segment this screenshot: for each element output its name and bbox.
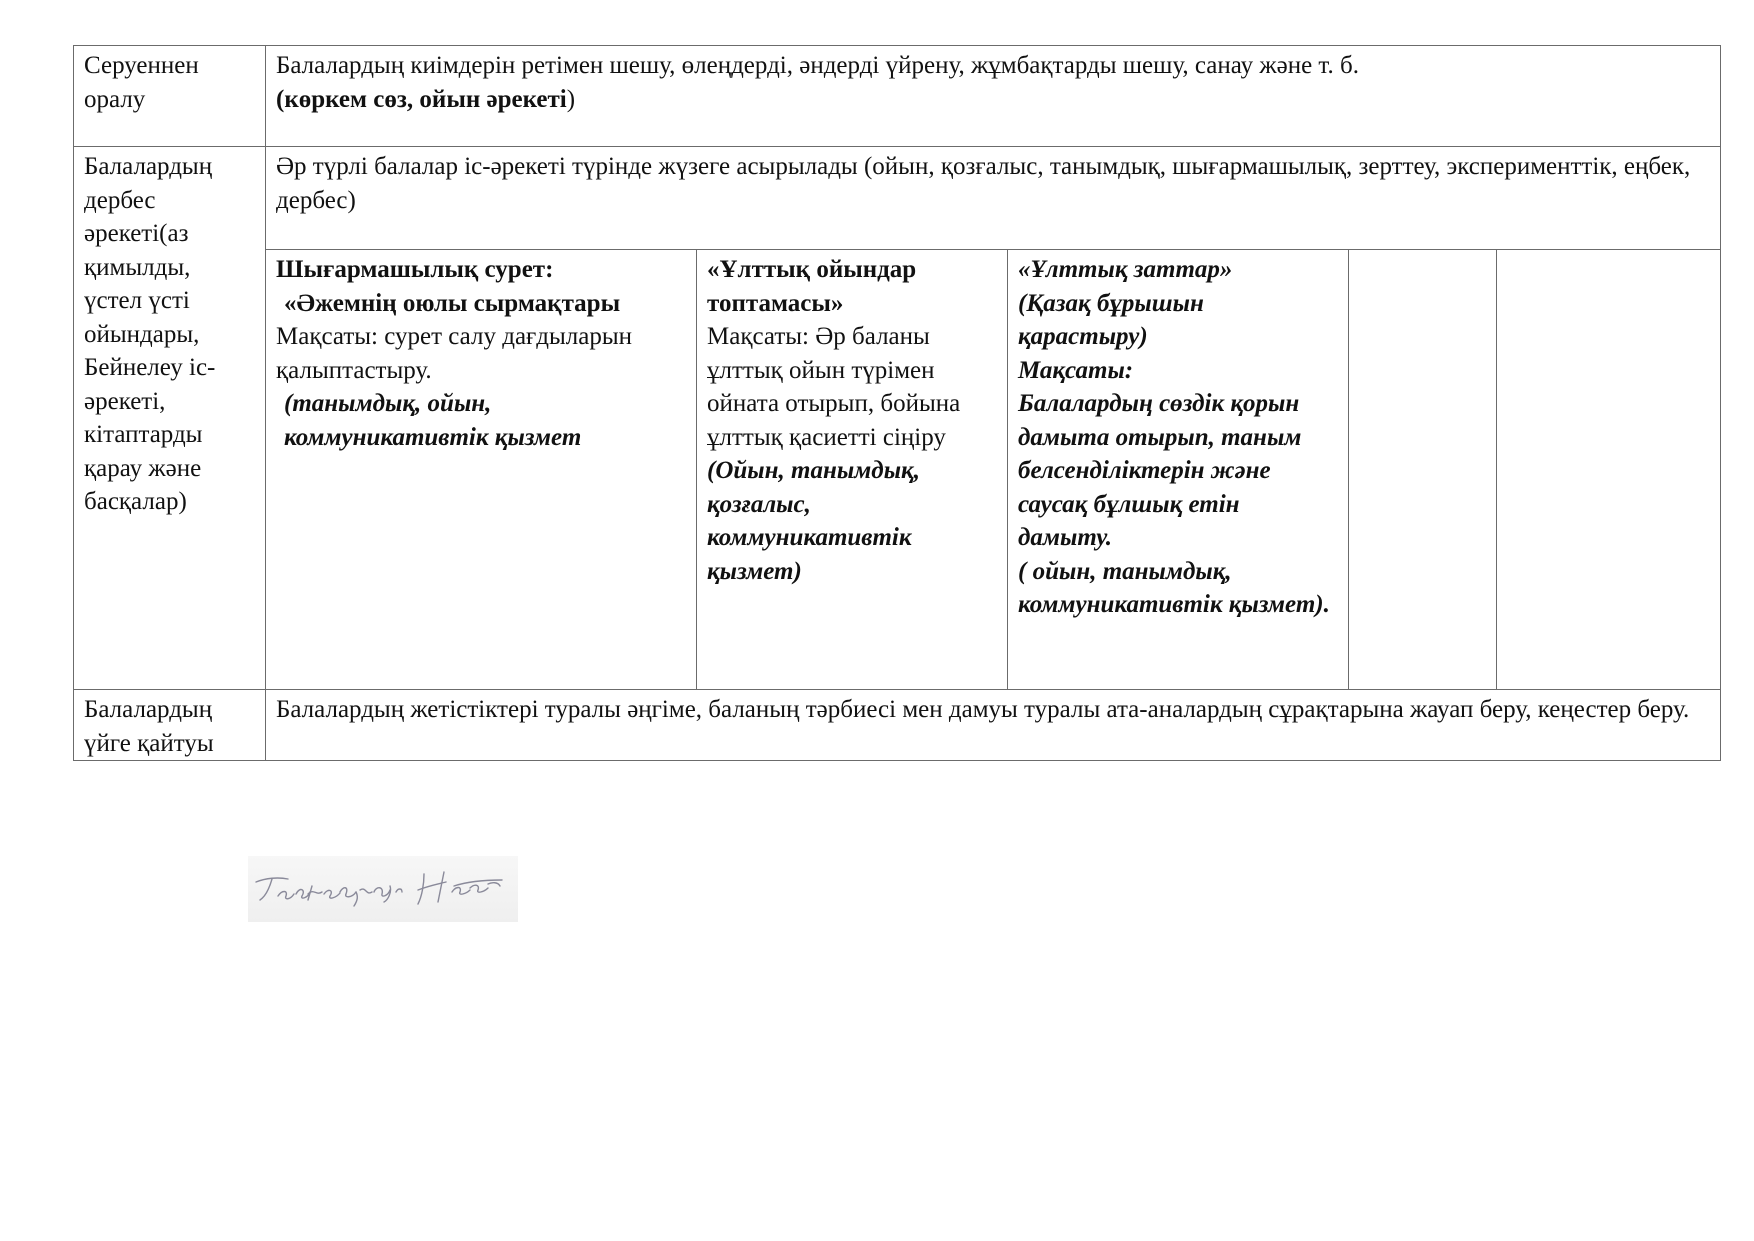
row-independent-activities [74, 250, 1721, 690]
return-activity-types: (көркем сөз, ойын әрекеті [276, 85, 567, 113]
activity-items-title: «Ұлттық заттар» [1018, 256, 1233, 283]
daily-plan-table [73, 45, 1721, 761]
home-description-text: Балалардың жетістіктері туралы әңгіме, баланың тәрбиесі мен дамуы туралы ата-аналардың сұрақтарына жауап беру, кеңестер беру. [276, 696, 1690, 723]
signature-image [248, 856, 518, 922]
activity-games-goal: Мақсаты: Әр баланы ұлттық ойын түрімен ойната отырып, бойына ұлттық қасиетті сіңіру [707, 323, 961, 451]
activity-games-types: (Ойын, танымдық, қозғалыс, коммуникативтік қызмет) [707, 457, 920, 585]
row-label-home [74, 690, 266, 761]
return-label-text: Серуеннен оралу [84, 52, 199, 113]
row-label-independent [74, 147, 266, 690]
return-description-text: Балалардың киімдерін ретімен шешу, өлеңдерді, әндерді үйрену, жұмбақтарды шешу, санау және т. б. [276, 52, 1359, 79]
activity-cell-drawing [266, 250, 697, 690]
home-description-cell [266, 690, 1721, 761]
independent-intro-text: Әр түрлі балалар іс-әрекеті түрінде жүзеге асырылады (ойын, қозғалыс, танымдық, шығармашылық, зерттеу, эксперименттік, еңбек, дербес) [276, 153, 1691, 214]
independent-label-text: Балалардың дербес әрекеті(аз қимылды, үстел үсті ойындары, Бейнелеу іс-әрекеті, кітаптарды қарау және басқалар) [84, 153, 216, 515]
activity-drawing-subtitle: «Әжемнің оюлы сырмақтары [284, 289, 621, 317]
independent-intro-cell [266, 147, 1721, 250]
activity-items-goal: Балалардың сөздік қорын дамыта отырып, таным белсенділіктерін және саусақ бұлшық етін дамыту. [1018, 390, 1302, 551]
row-return-from-walk [74, 46, 1721, 147]
activity-games-title: «Ұлттық ойындар топтамасы» [707, 256, 917, 317]
activity-drawing-types: (танымдық, ойын, коммуникативтік қызмет [284, 390, 582, 451]
home-label-text: Балалардың үйге қайтуы [84, 696, 214, 757]
activity-cell-empty-1 [1349, 250, 1497, 690]
activity-cell-national-games [697, 250, 1008, 690]
row-label-return [74, 46, 266, 147]
activity-items-goal-label: Мақсаты: [1018, 356, 1134, 384]
row-independent-intro [74, 147, 1721, 250]
return-description-cell [266, 46, 1721, 147]
activity-drawing-goal: Мақсаты: сурет салу дағдыларын қалыптастыру. [276, 323, 633, 384]
signature-stamp [248, 856, 518, 922]
activity-drawing-title: Шығармашылық сурет: [276, 256, 554, 283]
activity-items-types: ( ойын, танымдық, коммуникативтік қызмет). [1018, 557, 1330, 618]
activity-cell-national-items [1008, 250, 1349, 690]
row-going-home [74, 690, 1721, 761]
activity-cell-empty-2 [1497, 250, 1721, 690]
activity-items-subtitle: (Қазақ бұрышын қарастыру) [1018, 289, 1204, 350]
return-activity-types-close: ) [566, 85, 576, 113]
